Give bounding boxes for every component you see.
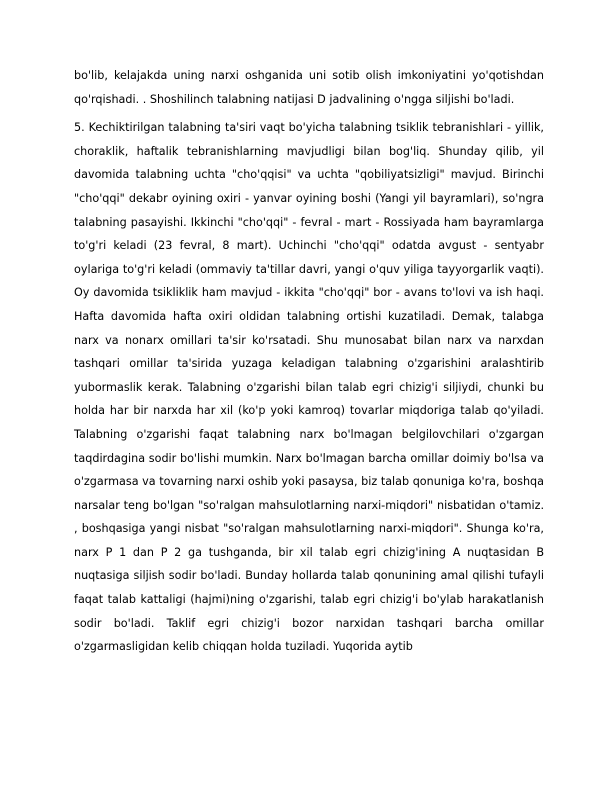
paragraph-1: bo'lib, kelajakda uning narxi oshganida uni sotib olish imkoniyatini yo'qotishdan qo'rqishadi. . Shoshilinch talabning natijasi D jadvalining o'ngga siljishi bo'ladi. [74, 69, 544, 106]
paragraph-2: 5. Kechiktirilgan talabning ta'siri vaqt bo'yicha talabning tsiklik tebranishlari - yillik, choraklik, haftalik tebranishlarning mavjudligi bilan bog'liq. Shunday qilib, yil davomida talabning uchta "cho'qqisi" va uchta "qobiliyatsizligi" mavjud. Birinchi "cho'qqi" dekabr oyining oxiri - yanvar oyining boshi (Yangi yil bayramlari), so'ngra talabning pasayishi. Ikkinchi "cho'qqi" - fevral - mart - Rossiyada ham bayramlarga to'g'ri keladi (23 fevral, 8 mart). Uchinchi "cho'qqi" odatda avgust - sentyabr oylariga to'g'ri keladi (ommaviy ta'tillar davri, yangi o'quv yiliga tayyorgarlik vaqti). Oy davomida tsikliklik ham mavjud - ikkita "cho'qqi" bor - avans to'lovi va ish haqi. Hafta davomida hafta oxiri oldidan talabning ortishi kuzatiladi. Demak, talabga narx va nonarx omillari ta'sir ko'rsatadi. Shu munosabat bilan narx va narxdan tashqari omillar ta'sirida yuzaga keladigan talabning o'zgarishini aralashtirib yubormaslik kerak. Talabning o'zgarishi bilan talab egri chizig'i siljiydi, chunki bu holda har bir narxda har xil (ko'p yoki kamroq) tovarlar miqdoriga talab qo'yiladi. Talabning o'zgarishi faqat talabning narx bo'lmagan belgilovchilari o'zgargan taqdirdagina sodir bo'lishi mumkin. Narx bo'lmagan barcha omillar doimiy bo'lsa va o'zgarmasa va tovarning narxi oshib yoki pasaysa, biz talab qonuniga ko'ra, boshqa narsalar teng bo'lgan "so'ralgan mahsulotlarning narxi-miqdori" nisbatidan o'tamiz. , boshqasiga yangi nisbat "so'ralgan mahsulotlarning narxi-miqdori". Shunga ko'ra, narx P 1 dan P 2 ga tushganda, bir xil talab egri chizig'ining A nuqtasidan B nuqtasiga siljish sodir bo'ladi. Bunday hollarda talab qonunining amal qilishi tufayli faqat talab kattaligi (hajmi)ning o'zgarishi, talab egri chizig'i bo'ylab harakatlanish sodir bo'ladi. Taklif egri chizig'i bozor narxidan tashqari barcha omillar o'zgarmasligidan kelib chiqqan holda tuziladi. Yuqorida aytib [74, 121, 544, 654]
body-text [74, 64, 544, 659]
